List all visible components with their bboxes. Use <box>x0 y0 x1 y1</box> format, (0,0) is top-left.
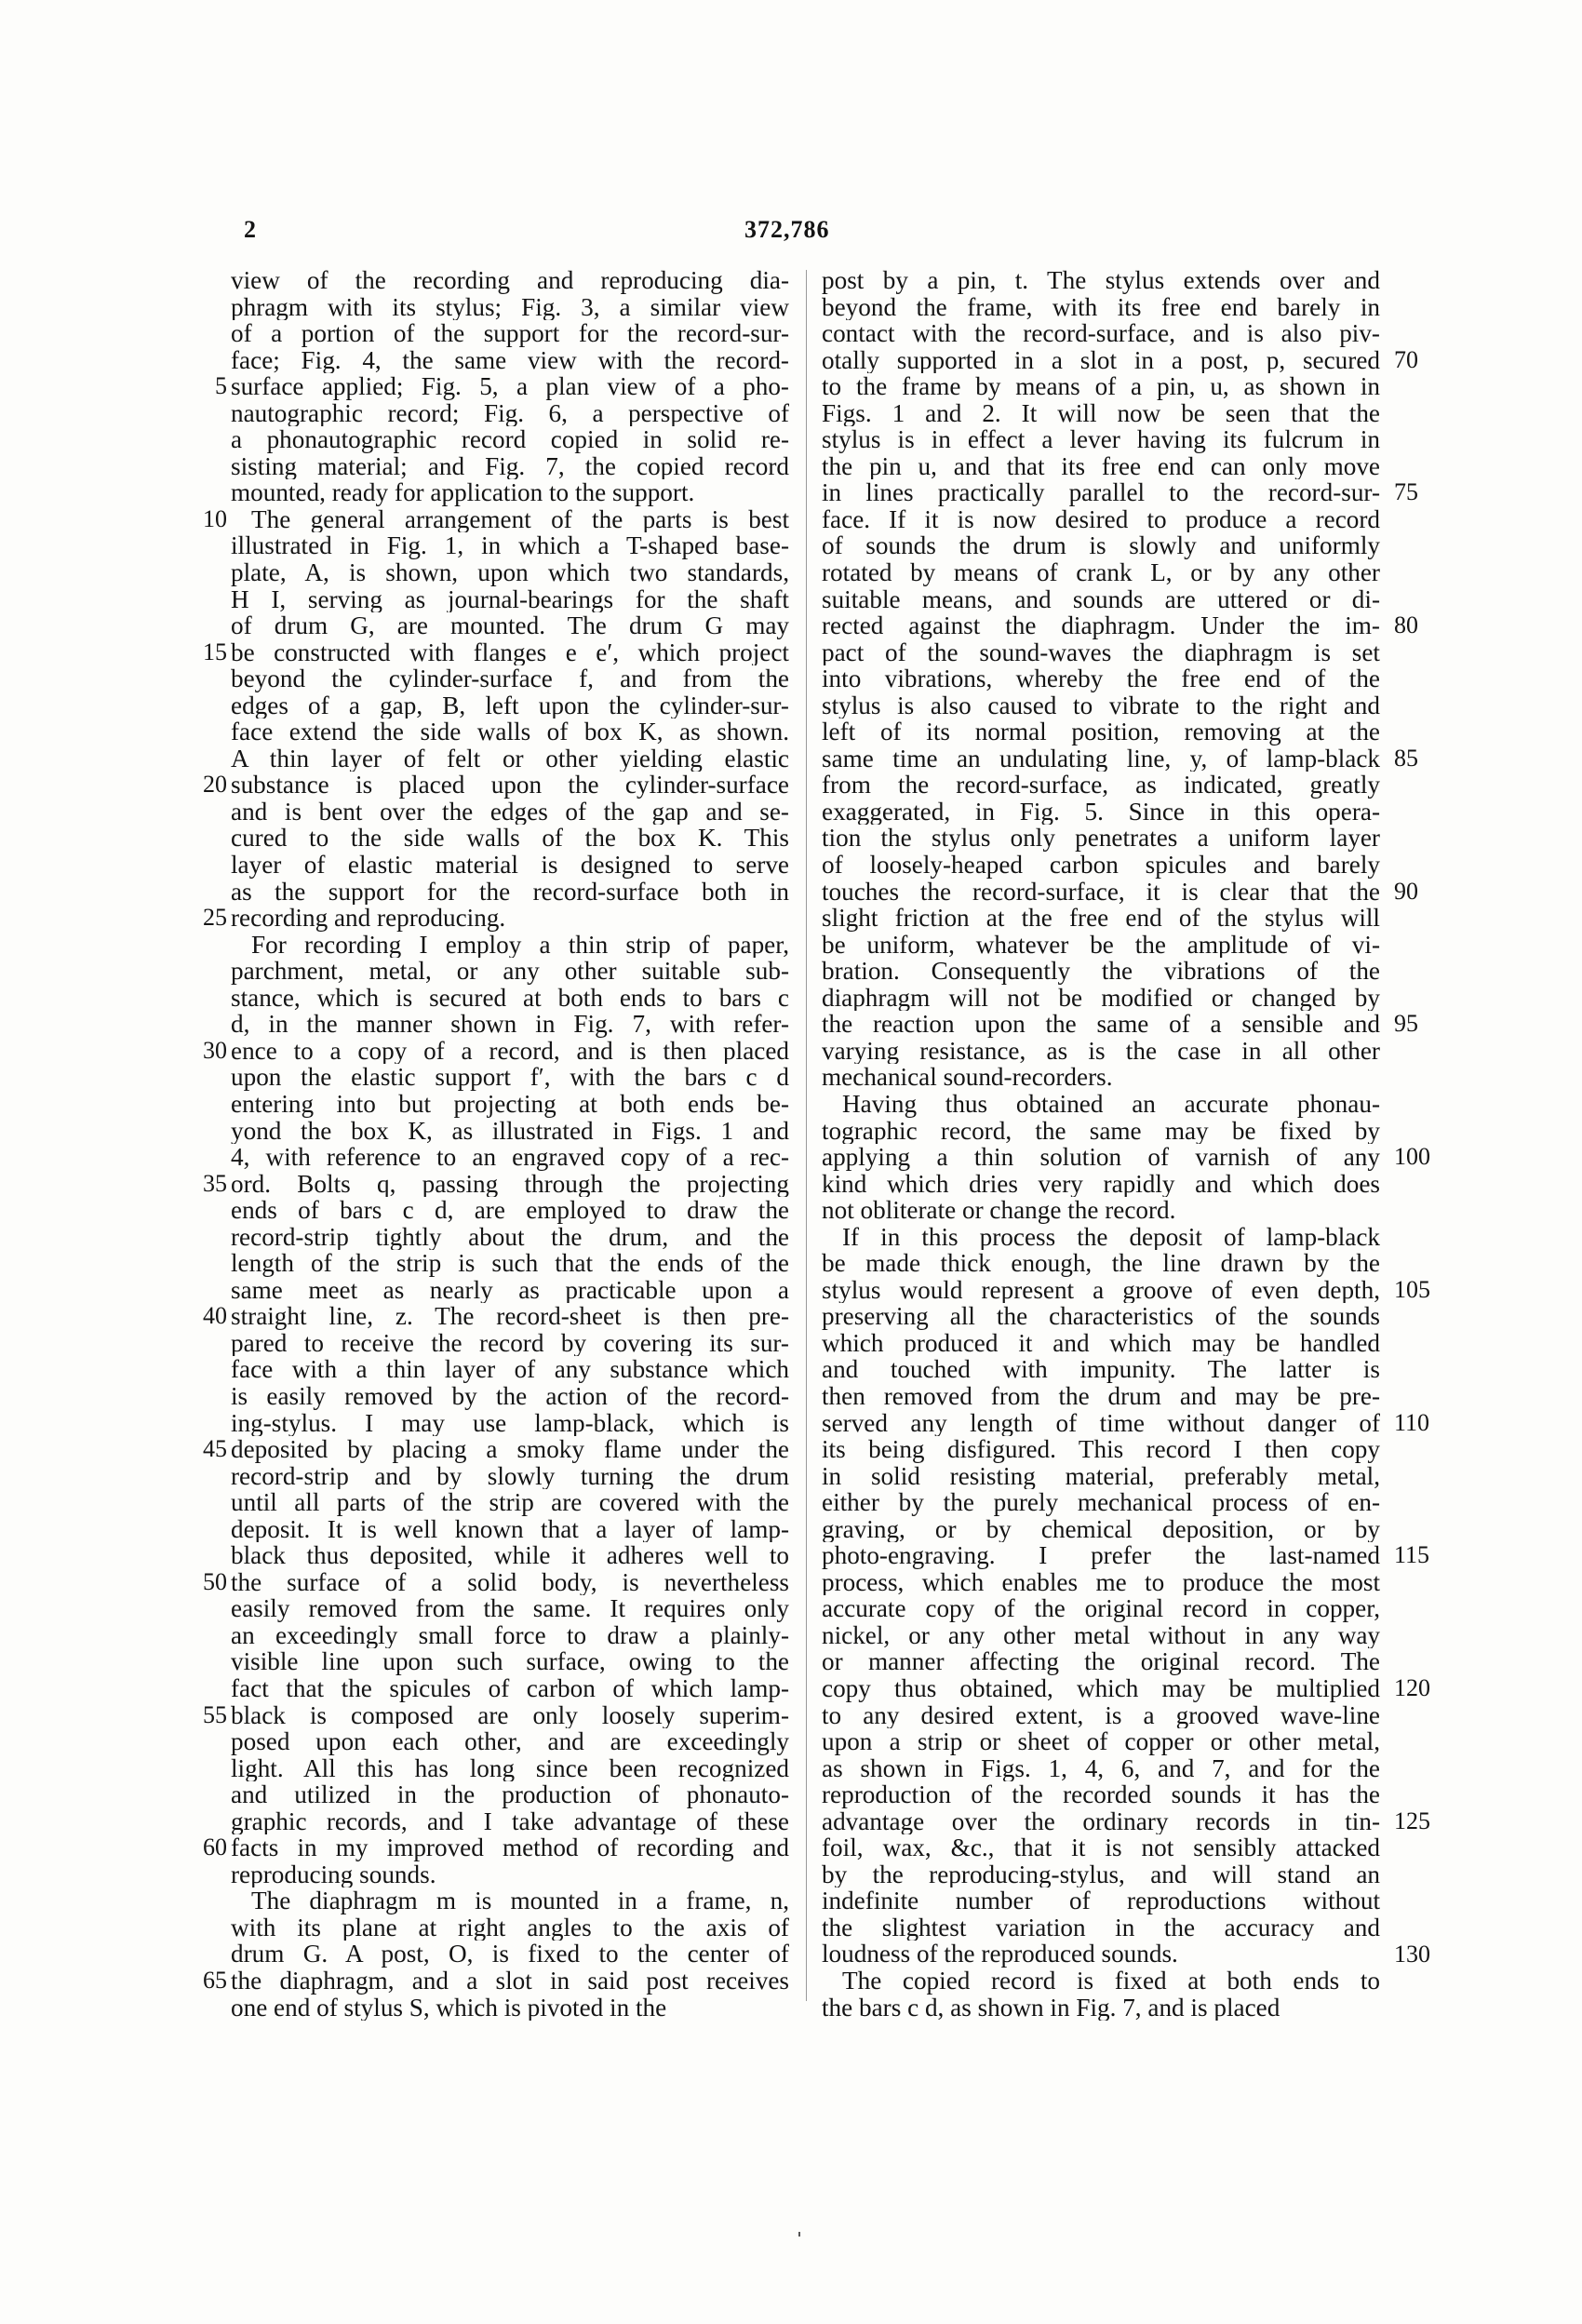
left-text-line: the surface of a solid body, is nevertheless <box>231 1568 789 1596</box>
right-margin-line-number: 130 <box>1394 1940 1430 1968</box>
left-text-line: yond the box K, as illustrated in Figs. 1 and <box>231 1117 789 1145</box>
right-text-line: foil, wax, &c., that it is not sensibly attacked <box>822 1834 1380 1861</box>
left-margin-line-number: 30 <box>203 1036 227 1064</box>
left-text-line: plate, A, is shown, upon which two standards, <box>231 559 789 586</box>
right-text-line: suitable means, and sounds are uttered or di- <box>822 585 1380 613</box>
left-margin-line-number: 20 <box>203 771 227 799</box>
left-text-line: length of the strip is such that the ends of the <box>231 1250 789 1277</box>
page-number: 2 <box>244 216 256 243</box>
right-text-line: stylus is in effect a lever having its fulcrum in <box>822 426 1380 453</box>
right-text-line: then removed from the drum and may be pre- <box>822 1382 1380 1410</box>
left-text-line: The general arrangement of the parts is best <box>251 505 789 533</box>
right-text-line: bration. Consequently the vibrations of the <box>822 958 1380 985</box>
right-text-line: slight friction at the free end of the stylus will <box>822 905 1380 932</box>
right-text-line: copy thus obtained, which may be multiplied <box>822 1674 1380 1702</box>
right-text-line: either by the purely mechanical process of en- <box>822 1489 1380 1516</box>
left-text-line: as the support for the record-surface both in <box>231 878 789 906</box>
left-text-line: cured to the side walls of the box K. This <box>231 825 789 853</box>
right-margin-line-number: 115 <box>1394 1541 1430 1569</box>
left-text-line: ord. Bolts q, passing through the projecting <box>231 1170 789 1198</box>
column-divider <box>806 270 807 2001</box>
right-text-line: the slightest variation in the accuracy and <box>822 1914 1380 1941</box>
left-text-line: a phonautographic record copied in solid re- <box>231 426 789 453</box>
left-text-line: H I, serving as journal-bearings for the shaft <box>231 585 789 613</box>
right-text-line: into vibrations, whereby the free end of the <box>822 665 1380 692</box>
left-text-line: and utilized in the production of phonauto- <box>231 1781 789 1808</box>
right-text-line: reproduction of the recorded sounds it has the <box>822 1781 1380 1808</box>
left-text-line: illustrated in Fig. 1, in which a T-shaped base- <box>231 532 789 560</box>
right-text-line: applying a thin solution of varnish of any <box>822 1144 1380 1171</box>
left-margin-line-number: 50 <box>203 1567 227 1595</box>
right-margin-line-number: 95 <box>1394 1010 1418 1038</box>
left-text-line: of drum G, are mounted. The drum G may <box>231 612 789 639</box>
right-text-line: Having thus obtained an accurate phonau- <box>842 1090 1380 1118</box>
right-text-line: to the frame by means of a pin, u, as shown in <box>822 373 1380 400</box>
left-text-line: of a portion of the support for the record-sur- <box>231 320 789 347</box>
right-text-line: graving, or by chemical deposition, or by <box>822 1515 1380 1543</box>
right-text-line: be made thick enough, the line drawn by the <box>822 1250 1380 1277</box>
left-text-line: phragm with its stylus; Fig. 3, a similar view <box>231 293 789 321</box>
print-speck <box>798 2232 800 2237</box>
left-text-line: drum G. A post, O, is fixed to the center of <box>231 1941 789 1968</box>
right-margin-line-number: 110 <box>1394 1408 1430 1436</box>
right-margin-line-number: 125 <box>1394 1807 1430 1834</box>
right-margin-line-number: 105 <box>1394 1275 1430 1303</box>
right-text-line: face. If it is now desired to produce a record <box>822 505 1380 533</box>
left-text-line: record-strip tightly about the drum, and the <box>231 1223 789 1251</box>
left-text-line: graphic records, and I take advantage of these <box>231 1807 789 1835</box>
right-text-line: touches the record-surface, it is clear that the <box>822 878 1380 906</box>
right-text-line: mechanical sound-recorders. <box>822 1064 1113 1091</box>
left-text-line: deposit. It is well known that a layer of lamp- <box>231 1515 789 1543</box>
right-margin-line-number: 90 <box>1394 877 1418 905</box>
left-text-line: ends of bars c d, are employed to draw the <box>231 1197 789 1224</box>
right-text-line: Figs. 1 and 2. It will now be seen that the <box>822 399 1380 427</box>
left-text-column <box>231 267 789 2021</box>
right-text-line: in lines practically parallel to the record-sur- <box>822 479 1380 506</box>
left-text-line: until all parts of the strip are covered with the <box>231 1489 789 1516</box>
right-text-line: diaphragm will not be modified or changed by <box>822 984 1380 1012</box>
right-text-line: pact of the sound-waves the diaphragm is set <box>822 638 1380 666</box>
right-text-line: the bars c d, as shown in Fig. 7, and is placed <box>822 1994 1280 2022</box>
right-text-line: from the record-surface, as indicated, greatly <box>822 772 1380 799</box>
right-text-line: of loosely-heaped carbon spicules and barely <box>822 852 1380 879</box>
right-text-line: by the reproducing-stylus, and will stand an <box>822 1861 1380 1888</box>
left-margin-line-number: 40 <box>203 1302 227 1330</box>
left-text-line: parchment, metal, or any other suitable sub- <box>231 958 789 985</box>
left-text-line: same meet as nearly as practicable upon a <box>231 1276 789 1304</box>
left-text-line: with its plane at right angles to the axis of <box>231 1914 789 1941</box>
right-text-line: of sounds the drum is slowly and uniformly <box>822 532 1380 560</box>
left-text-line: the diaphragm, and a slot in said post receives <box>231 1968 789 1995</box>
right-text-line: the reaction upon the same of a sensible and <box>822 1011 1380 1038</box>
left-text-line: visible line upon such surface, owing to the <box>231 1648 789 1675</box>
left-text-line: surface applied; Fig. 5, a plan view of a pho- <box>231 373 789 400</box>
left-text-line: face extend the side walls of box K, as shown. <box>231 719 789 746</box>
left-text-line: facts in my improved method of recording and <box>231 1834 789 1861</box>
right-text-line: to any desired extent, is a grooved wave-line <box>822 1701 1380 1729</box>
left-text-line: The diaphragm m is mounted in a frame, n, <box>251 1887 789 1914</box>
left-text-line: substance is placed upon the cylinder-surface <box>231 772 789 799</box>
right-text-line: contact with the record-surface, and is also piv- <box>822 320 1380 347</box>
left-text-line: fact that the spicules of carbon of which lamp- <box>231 1674 789 1702</box>
left-text-line: straight line, z. The record-sheet is then pre- <box>231 1303 789 1330</box>
left-text-line: sisting material; and Fig. 7, the copied record <box>231 452 789 480</box>
right-text-line: rotated by means of crank L, or by any other <box>822 559 1380 586</box>
right-text-line: not obliterate or change the record. <box>822 1197 1176 1224</box>
right-text-line: advantage over the ordinary records in tin- <box>822 1807 1380 1835</box>
left-text-line: ence to a copy of a record, and is then placed <box>231 1037 789 1065</box>
right-text-line: stylus is also caused to vibrate to the right and <box>822 692 1380 719</box>
left-text-line: be constructed with flanges e e′, which project <box>231 638 789 666</box>
right-text-line: and touched with impunity. The latter is <box>822 1356 1380 1383</box>
left-text-line: black is composed are only loosely superim- <box>231 1701 789 1729</box>
right-text-line: same time an undulating line, y, of lamp-black <box>822 745 1380 772</box>
left-text-line: deposited by placing a smoky flame under the <box>231 1436 789 1463</box>
left-text-line: face; Fig. 4, the same view with the record- <box>231 346 789 374</box>
left-text-line: record-strip and by slowly turning the drum <box>231 1462 789 1490</box>
right-text-line: nickel, or any other metal without in any way <box>822 1621 1380 1649</box>
right-text-line: rected against the diaphragm. Under the im- <box>822 612 1380 639</box>
left-text-line: one end of stylus S, which is pivoted in the <box>231 1994 667 2022</box>
right-text-line: served any length of time without danger of <box>822 1409 1380 1437</box>
left-text-line: entering into but projecting at both ends be- <box>231 1090 789 1118</box>
right-text-line: as shown in Figs. 1, 4, 6, and 7, and for the <box>822 1754 1380 1782</box>
patent-number: 372,786 <box>744 216 830 243</box>
left-text-line: pared to receive the record by covering its sur- <box>231 1329 789 1357</box>
left-text-line: recording and reproducing. <box>231 905 506 932</box>
left-text-line: mounted, ready for application to the support. <box>231 479 695 506</box>
left-margin-line-number: 15 <box>203 638 227 665</box>
right-text-line: exaggerated, in Fig. 5. Since in this opera- <box>822 798 1380 826</box>
left-margin-line-number: 10 <box>203 504 227 532</box>
left-text-line: is easily removed by the action of the record- <box>231 1382 789 1410</box>
left-text-line: upon the elastic support f′, with the bars c d <box>231 1064 789 1091</box>
left-text-line: easily removed from the same. It requires only <box>231 1595 789 1622</box>
right-text-line: the pin u, and that its free end can only move <box>822 452 1380 480</box>
right-text-line: preserving all the characteristics of the sounds <box>822 1303 1380 1330</box>
left-text-line: d, in the manner shown in Fig. 7, with refer- <box>231 1011 789 1038</box>
left-text-line: stance, which is secured at both ends to bars c <box>231 984 789 1012</box>
left-text-line: an exceedingly small force to draw a plainly- <box>231 1621 789 1649</box>
right-text-line: its being disfigured. This record I then copy <box>822 1436 1380 1463</box>
left-text-line: reproducing sounds. <box>231 1861 436 1888</box>
left-margin-line-number: 45 <box>203 1435 227 1463</box>
left-text-line: A thin layer of felt or other yielding elastic <box>231 745 789 772</box>
right-text-line: or manner affecting the original record. The <box>822 1648 1380 1675</box>
left-text-line: and is bent over the edges of the gap and se- <box>231 798 789 826</box>
right-text-line: The copied record is fixed at both ends to <box>842 1968 1380 1995</box>
left-margin-line-number: 65 <box>203 1967 227 1995</box>
right-text-line: accurate copy of the original record in copper, <box>822 1595 1380 1622</box>
left-margin-line-number: 55 <box>203 1700 227 1728</box>
right-text-line: photo-engraving. I prefer the last-named <box>822 1542 1380 1569</box>
left-text-line: black thus deposited, while it adheres well to <box>231 1542 789 1569</box>
right-text-line: process, which enables me to produce the most <box>822 1568 1380 1596</box>
left-margin-line-number: 35 <box>203 1169 227 1197</box>
right-text-line: tographic record, the same may be fixed by <box>822 1117 1380 1145</box>
right-margin-line-number: 100 <box>1394 1143 1430 1171</box>
left-text-line: For recording I employ a thin strip of paper, <box>251 931 789 959</box>
left-text-line: 4, with reference to an engraved copy of a rec- <box>231 1144 789 1171</box>
left-margin-line-number: 60 <box>203 1834 227 1861</box>
left-text-line: face with a thin layer of any substance which <box>231 1356 789 1383</box>
right-text-line: beyond the frame, with its free end barely in <box>822 293 1380 321</box>
left-text-line: light. All this has long since been recognized <box>231 1754 789 1782</box>
right-text-line: stylus would represent a groove of even depth, <box>822 1276 1380 1304</box>
right-margin-line-number: 75 <box>1394 478 1418 506</box>
left-text-line: beyond the cylinder-surface f, and from the <box>231 665 789 692</box>
right-text-column <box>822 267 1380 2021</box>
right-text-line: varying resistance, as is the case in all other <box>822 1037 1380 1065</box>
right-text-line: kind which dries very rapidly and which does <box>822 1170 1380 1198</box>
right-text-line: tion the stylus only penetrates a uniform layer <box>822 825 1380 853</box>
right-text-line: which produced it and which may be handled <box>822 1329 1380 1357</box>
right-text-line: loudness of the reproduced sounds. <box>822 1941 1178 1968</box>
right-text-line: indefinite number of reproductions without <box>822 1887 1380 1914</box>
right-text-line: post by a pin, t. The stylus extends over and <box>822 267 1380 294</box>
right-text-line: If in this process the deposit of lamp-black <box>842 1223 1380 1251</box>
right-text-line: in solid resisting material, preferably metal, <box>822 1462 1380 1490</box>
right-text-line: left of its normal position, removing at the <box>822 719 1380 746</box>
left-text-line: posed upon each other, and are exceedingly <box>231 1728 789 1755</box>
right-text-line: be uniform, whatever be the amplitude of vi- <box>822 931 1380 959</box>
right-text-line: upon a strip or sheet of copper or other metal, <box>822 1728 1380 1755</box>
left-text-line: layer of elastic material is designed to serve <box>231 852 789 879</box>
left-text-line: view of the recording and reproducing dia- <box>231 267 789 294</box>
right-margin-line-number: 85 <box>1394 744 1418 772</box>
left-margin-line-number: 5 <box>215 372 227 400</box>
left-text-line: nautographic record; Fig. 6, a perspective of <box>231 399 789 427</box>
right-text-line: otally supported in a slot in a post, p, secured <box>822 346 1380 374</box>
right-margin-line-number: 80 <box>1394 611 1418 639</box>
left-text-line: ing-stylus. I may use lamp-black, which is <box>231 1409 789 1437</box>
right-margin-line-number: 70 <box>1394 345 1418 373</box>
right-margin-line-number: 120 <box>1394 1674 1430 1702</box>
left-margin-line-number: 25 <box>203 904 227 932</box>
left-text-line: edges of a gap, B, left upon the cylinder-sur- <box>231 692 789 719</box>
